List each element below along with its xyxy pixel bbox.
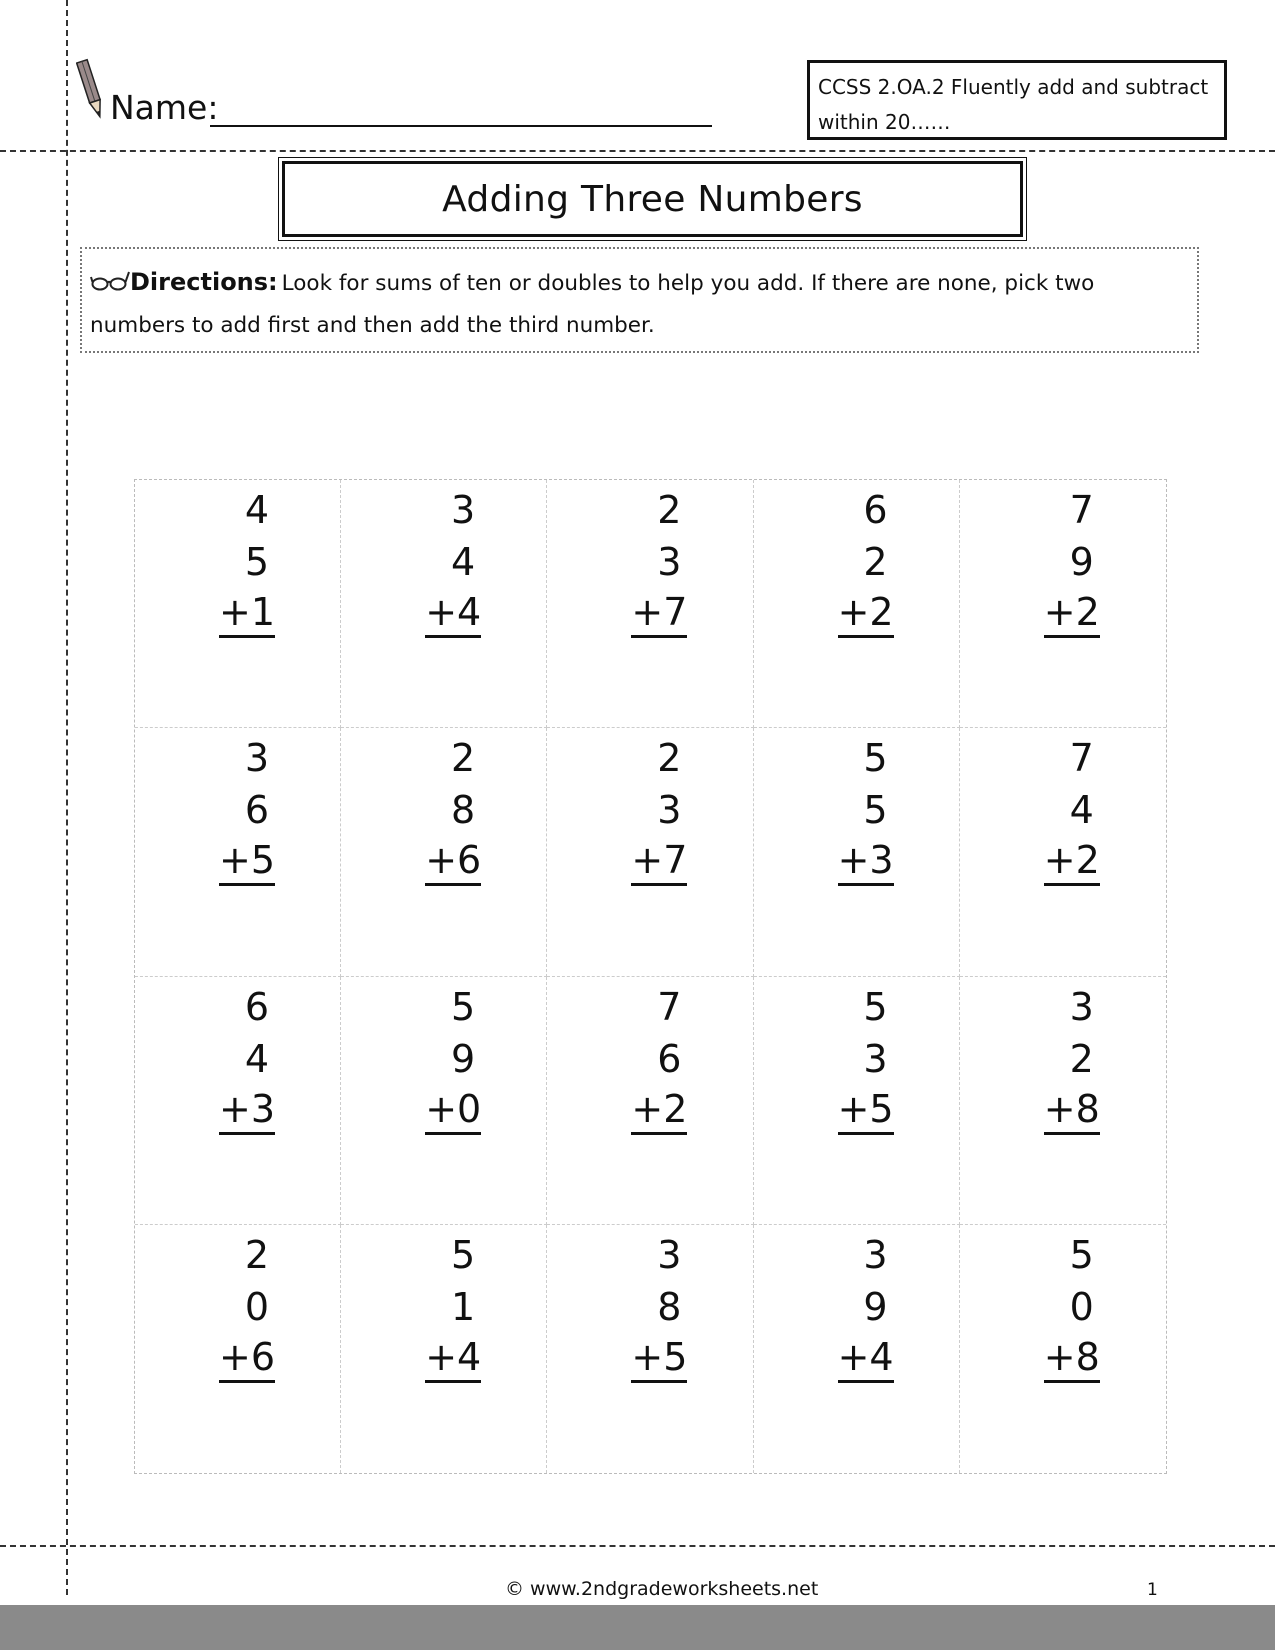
addition-problem — [1043, 977, 1100, 1135]
addend-1: 4 — [244, 488, 269, 532]
addend-1: 6 — [863, 488, 888, 532]
name-label: Name: — [110, 88, 219, 127]
addend-3: +8 — [1044, 1334, 1100, 1383]
problem-cell[interactable] — [547, 1225, 753, 1473]
addend-2: 9 — [451, 1036, 476, 1081]
addend-2: 9 — [1069, 540, 1094, 584]
footer-copyright: © www.2ndgradeworksheets.net — [505, 1578, 819, 1600]
addend-3: +8 — [1044, 1086, 1100, 1135]
name-write-line[interactable] — [210, 125, 712, 127]
addition-problem — [425, 1225, 482, 1383]
title-box — [278, 157, 1027, 241]
addend-2: 8 — [657, 1284, 682, 1329]
problem-grid — [134, 479, 1167, 1474]
addend-1: 3 — [244, 736, 269, 781]
problem-cell[interactable] — [547, 728, 753, 976]
addition-problem — [425, 480, 482, 638]
addend-1: 2 — [244, 1232, 269, 1277]
addend-1: 3 — [863, 1232, 888, 1277]
addend-1: 7 — [657, 984, 682, 1029]
addition-problem — [837, 1225, 894, 1383]
addend-3: +3 — [838, 837, 894, 886]
problem-cell[interactable] — [754, 480, 960, 728]
addition-problem — [631, 728, 688, 886]
addend-3: +1 — [219, 589, 275, 638]
addition-problem — [219, 480, 276, 638]
addition-problem — [425, 728, 482, 886]
addend-1: 2 — [657, 736, 682, 781]
pencil-icon — [76, 58, 106, 124]
addend-2: 0 — [1069, 1284, 1094, 1329]
addend-3: +0 — [425, 1086, 481, 1135]
addend-3: +5 — [838, 1086, 894, 1135]
addend-3: +2 — [631, 1086, 687, 1135]
addend-3: +5 — [631, 1334, 687, 1383]
addition-problem — [631, 977, 688, 1135]
problem-cell[interactable] — [547, 480, 753, 728]
problem-cell[interactable] — [341, 977, 547, 1225]
addend-3: +4 — [425, 1334, 481, 1383]
addend-1: 5 — [863, 736, 888, 781]
vertical-cut-line — [66, 0, 68, 1595]
addition-problem — [219, 1225, 276, 1383]
problem-cell[interactable] — [754, 977, 960, 1225]
addend-3: +2 — [1044, 837, 1100, 886]
page-title: Adding Three Numbers — [282, 161, 1023, 237]
addition-problem — [1043, 1225, 1100, 1383]
glasses-icon — [90, 269, 130, 293]
addend-3: +4 — [838, 1334, 894, 1383]
directions-text-line-2: numbers to add first and then add the third number. — [90, 313, 655, 338]
addend-3: +5 — [219, 837, 275, 886]
problem-cell[interactable] — [341, 1225, 547, 1473]
addend-1: 5 — [1069, 1232, 1094, 1277]
addition-problem — [837, 977, 894, 1135]
addend-1: 3 — [1069, 984, 1094, 1029]
addition-problem — [631, 1225, 688, 1383]
addend-2: 4 — [244, 1036, 269, 1081]
standard-box — [807, 60, 1227, 140]
addition-problem — [219, 728, 276, 886]
addend-1: 7 — [1069, 488, 1094, 532]
addition-problem — [837, 728, 894, 886]
standard-text-line-1: CCSS 2.OA.2 Fluently add and subtract — [818, 75, 1209, 99]
addition-problem — [1043, 480, 1100, 638]
addend-2: 0 — [244, 1284, 269, 1329]
addend-2: 6 — [657, 1036, 682, 1081]
addend-2: 3 — [657, 540, 682, 584]
addend-2: 2 — [1069, 1036, 1094, 1081]
problem-cell[interactable] — [341, 728, 547, 976]
addend-2: 9 — [863, 1284, 888, 1329]
problem-cell[interactable] — [754, 1225, 960, 1473]
problem-cell[interactable] — [135, 977, 341, 1225]
addend-1: 3 — [451, 488, 476, 532]
page-number: 1 — [1147, 1580, 1158, 1600]
directions-text-line-1: Look for sums of ten or doubles to help you add. If there are none, pick two — [281, 271, 1095, 296]
addend-1: 2 — [451, 736, 476, 781]
addend-2: 3 — [863, 1036, 888, 1081]
addend-3: +2 — [838, 589, 894, 638]
addend-1: 5 — [451, 984, 476, 1029]
problem-cell[interactable] — [960, 1225, 1166, 1473]
addition-problem — [219, 977, 276, 1135]
addend-2: 3 — [657, 788, 682, 833]
bottom-cut-line — [0, 1545, 1275, 1547]
addend-3: +4 — [425, 589, 481, 638]
addition-problem — [1043, 728, 1100, 886]
addend-3: +2 — [1044, 589, 1100, 638]
addend-1: 3 — [657, 1232, 682, 1277]
addition-problem — [631, 480, 688, 638]
addend-1: 2 — [657, 488, 682, 532]
problem-cell[interactable] — [960, 977, 1166, 1225]
addend-1: 5 — [863, 984, 888, 1029]
addend-2: 6 — [244, 788, 269, 833]
standard-text-line-2: within 20…… — [818, 110, 951, 134]
problem-cell[interactable] — [135, 1225, 341, 1473]
addend-2: 4 — [451, 540, 476, 584]
addend-3: +6 — [425, 837, 481, 886]
problem-cell[interactable] — [341, 480, 547, 728]
addend-1: 5 — [451, 1232, 476, 1277]
problem-cell[interactable] — [754, 728, 960, 976]
directions-label: Directions: — [130, 268, 278, 296]
top-cut-line — [0, 150, 1275, 152]
addition-problem — [425, 977, 482, 1135]
addend-2: 8 — [451, 788, 476, 833]
problem-cell[interactable] — [960, 728, 1166, 976]
addend-3: +7 — [631, 837, 687, 886]
directions-box — [80, 247, 1199, 353]
addend-2: 1 — [451, 1284, 476, 1329]
addend-1: 6 — [244, 984, 269, 1029]
problem-cell[interactable] — [135, 728, 341, 976]
scan-edge-band — [0, 1605, 1275, 1650]
addend-3: +6 — [219, 1334, 275, 1383]
problem-cell[interactable] — [135, 480, 341, 728]
addend-2: 5 — [244, 540, 269, 584]
addend-2: 5 — [863, 788, 888, 833]
addend-2: 2 — [863, 540, 888, 584]
addend-3: +7 — [631, 589, 687, 638]
addend-3: +3 — [219, 1086, 275, 1135]
addend-2: 4 — [1069, 788, 1094, 833]
addition-problem — [837, 480, 894, 638]
addend-1: 7 — [1069, 736, 1094, 781]
problem-cell[interactable] — [960, 480, 1166, 728]
problem-cell[interactable] — [547, 977, 753, 1225]
